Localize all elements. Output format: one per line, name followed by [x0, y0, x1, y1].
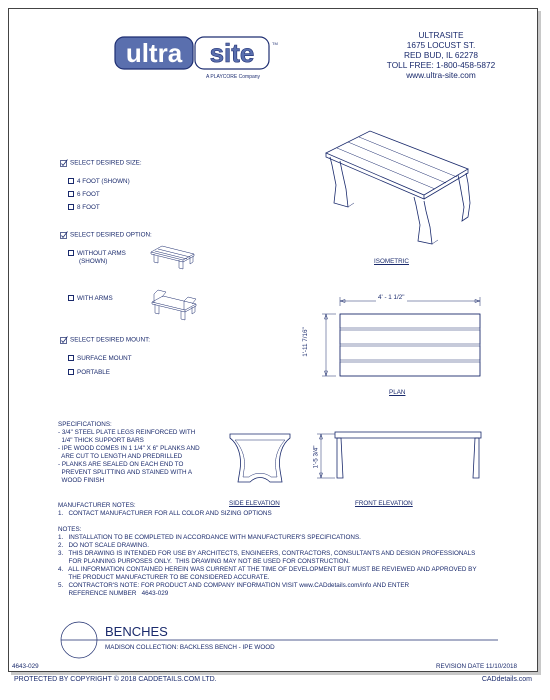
side-elevation-label: SIDE ELEVATION	[229, 500, 280, 507]
checkbox-icon[interactable]	[68, 250, 74, 256]
plan-depth-dimension: 1'-11 7/16"	[301, 327, 309, 357]
spec-line: - 3/4" STEEL PLATE LEGS REINFORCED WITH	[58, 429, 196, 436]
manufacturer-notes-title: MANUFACTURER NOTES:	[58, 502, 136, 509]
company-address1: 1675 LOCUST ST.	[406, 40, 476, 50]
plan-view-drawing	[316, 292, 486, 392]
copyright-notice: PROTECTED BY COPYRIGHT © 2018 CADDETAILS.COM LTD.	[14, 676, 217, 683]
note-line: 3. THIS DRAWING IS INTENDED FOR USE BY ARCHITECTS, ENGINEERS, CONTRACTORS, CONSULTANTS AND DESIGN PROFESSIONALS	[58, 550, 476, 557]
logo-word-ultra: ultra	[125, 38, 183, 68]
note-line: REFERENCE NUMBER 4643-029	[58, 590, 169, 597]
spec-line: PREVENT SPLITTING AND STAINED WITH A	[58, 469, 193, 476]
reference-number: 4643-029	[12, 663, 39, 670]
arm-options-title: SELECT DESIRED OPTION:	[60, 231, 152, 240]
check-icon	[60, 336, 68, 344]
side-elevation-drawing	[226, 430, 294, 490]
logo-tm: TM	[272, 41, 278, 46]
bench-with-arms-icon	[148, 286, 203, 321]
mount-options-title: SELECT DESIRED MOUNT:	[60, 336, 150, 345]
ultrasite-logo	[113, 35, 293, 83]
isometric-label: ISOMETRIC	[374, 258, 409, 265]
front-height-dimension: 1'-5 3/4"	[312, 445, 320, 469]
specifications-title: SPECIFICATIONS:	[58, 421, 112, 428]
company-web[interactable]: www.ultra-site.com	[406, 70, 476, 80]
bench-without-arms-icon	[148, 240, 198, 270]
plan-label: PLAN	[389, 389, 406, 396]
size-option-4ft[interactable]: 4 FOOT (SHOWN)	[68, 178, 130, 186]
company-address2: RED BUD, IL 62278	[404, 50, 478, 60]
option-with-arms[interactable]: WITH ARMS	[68, 295, 113, 303]
company-info	[366, 30, 516, 80]
spec-line: WOOD FINISH	[58, 477, 105, 484]
spec-line: - PLANKS ARE SEALED ON EACH END TO	[58, 461, 184, 468]
note-line: 4. ALL INFORMATION CONTAINED HEREIN WAS CURRENT AT THE TIME OF DEVELOPMENT BUT MUST BE REVIEWED AND APPROVED BY	[58, 566, 477, 573]
front-elevation-label: FRONT ELEVATION	[355, 500, 413, 507]
drawing-sheet	[8, 8, 542, 692]
size-options-title: SELECT DESIRED SIZE:	[60, 159, 142, 168]
note-line: 2. DO NOT SCALE DRAWING.	[58, 542, 149, 549]
size-option-6ft[interactable]: 6 FOOT	[68, 191, 100, 199]
checkbox-icon[interactable]	[68, 204, 74, 210]
mount-option-surface[interactable]: SURFACE MOUNT	[68, 355, 132, 363]
company-phone: TOLL FREE: 1-800-458-5872	[386, 60, 496, 70]
manufacturer-notes-block	[58, 502, 272, 518]
checkbox-icon[interactable]	[68, 295, 74, 301]
caddetails-link[interactable]: CADdetails.com	[481, 676, 532, 683]
logo-word-site: site	[209, 38, 255, 68]
spec-line: 1/4" THICK SUPPORT BARS	[58, 437, 144, 444]
revision-date: REVISION DATE 11/10/2018	[436, 663, 517, 670]
checkbox-icon[interactable]	[68, 355, 74, 361]
option-without-arms-note: (SHOWN)	[79, 258, 108, 265]
checkbox-icon[interactable]	[68, 178, 74, 184]
manufacturer-note-line: 1. CONTACT MANUFACTURER FOR ALL COLOR AND SIZING OPTIONS	[58, 510, 272, 517]
logo-graphic	[113, 35, 293, 83]
note-line: THE PRODUCT MANUFACTURER TO BE CONSIDERED ACCURATE.	[58, 574, 270, 581]
isometric-view-drawing	[318, 123, 478, 248]
drawing-title: BENCHES	[105, 624, 168, 639]
check-icon	[60, 231, 68, 239]
plan-width-dimension: 4' - 1 1/2"	[378, 294, 405, 301]
note-line: 5. CONTRACTOR'S NOTE: FOR PRODUCT AND COMPANY INFORMATION VISIT www.CADdetails.com/info AND ENTER	[58, 582, 410, 589]
check-icon	[60, 159, 68, 167]
logo-tagline: A PLAYCORE Company	[205, 74, 261, 80]
note-line: FOR PLANNING PURPOSES ONLY. THIS DRAWING MAY NOT BE USED FOR CONSTRUCTION.	[58, 558, 350, 565]
note-line: 1. INSTALLATION TO BE COMPLETED IN ACCORDANCE WITH MANUFACTURER'S SPECIFICATIONS.	[58, 534, 361, 541]
notes-block	[58, 526, 477, 598]
mount-option-portable[interactable]: PORTABLE	[68, 369, 110, 377]
company-name: ULTRASITE	[418, 30, 464, 40]
option-without-arms[interactable]: WITHOUT ARMS	[68, 250, 126, 258]
checkbox-icon[interactable]	[68, 191, 74, 197]
drawing-subtitle: MADISON COLLECTION: BACKLESS BENCH - IPE WOOD	[105, 644, 275, 651]
spec-line: - IPE WOOD COMES IN 1 1/4" X 6" PLANKS AND	[58, 445, 200, 452]
size-option-8ft[interactable]: 8 FOOT	[68, 204, 100, 212]
front-elevation-drawing	[313, 428, 488, 493]
notes-title: NOTES:	[58, 526, 82, 533]
checkbox-icon[interactable]	[68, 369, 74, 375]
specifications-block	[58, 421, 200, 485]
spec-line: ARE CUT TO LENGTH AND PREDRILLED	[58, 453, 183, 460]
